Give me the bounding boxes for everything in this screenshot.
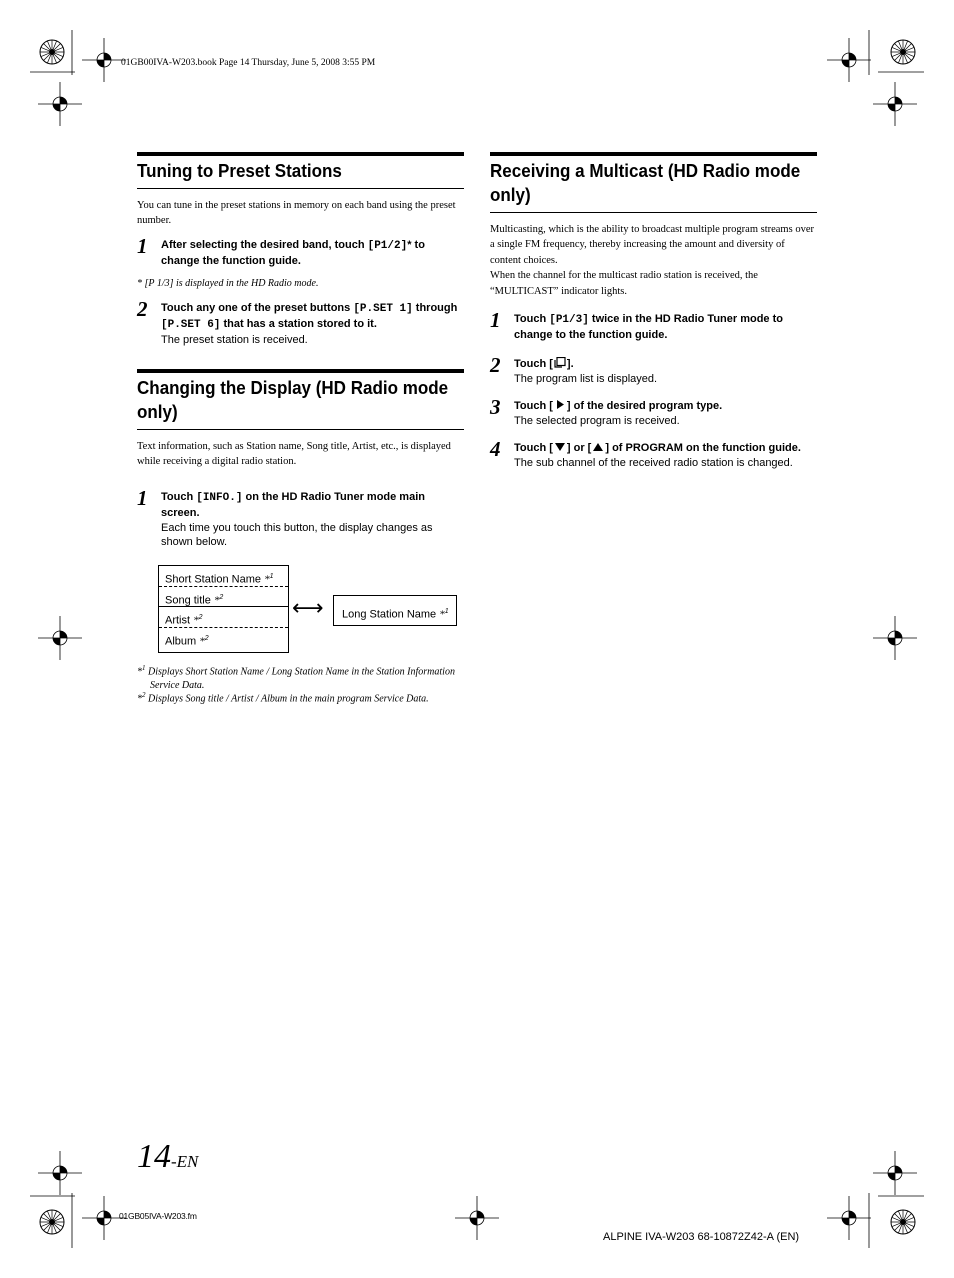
down-triangle-icon xyxy=(554,441,566,452)
registration-mark-icon xyxy=(82,38,126,82)
multicast-intro-2: When the channel for the multicast radio station is received, the “MULTICAST” indicator lights. xyxy=(490,270,758,297)
display-step-1: 1 Touch [INFO.] on the HD Radio Tuner mode main screen. Each time you touch this button, the display changes as shown below. xyxy=(137,490,464,549)
right-column xyxy=(490,152,817,470)
step-number: 2 xyxy=(137,296,148,321)
up-triangle-icon xyxy=(592,441,604,452)
registration-mark-icon xyxy=(455,1196,499,1240)
registration-mark-icon xyxy=(38,82,82,126)
step-number: 4 xyxy=(490,437,501,462)
registration-mark-icon xyxy=(38,1151,82,1195)
preset-intro: You can tune in the preset stations in memory on each band using the preset number. xyxy=(137,200,456,227)
registration-mark-icon xyxy=(873,1151,917,1195)
diagram-item-short-name: Short Station Name *$^1$ xyxy=(159,566,288,587)
step-number: 1 xyxy=(137,485,148,510)
registration-mark-icon xyxy=(873,82,917,126)
registration-mark-icon xyxy=(38,616,82,660)
short-info-box xyxy=(158,565,289,653)
preset-step-2: 2 Touch any one of the preset buttons [P.SET 1] through [P.SET 6] that has a station stored to it. The preset station is received. xyxy=(137,301,464,347)
preset-note: * [P 1/3] is displayed in the HD Radio mode. xyxy=(137,277,319,289)
footer-file-name: 01GB05IVA-W203.fm xyxy=(119,1211,197,1221)
long-name-box: Long Station Name *$^1$ xyxy=(333,595,457,626)
starburst-target-icon xyxy=(40,40,64,64)
registration-mark-icon xyxy=(827,38,871,82)
step-number: 2 xyxy=(490,353,501,378)
play-icon xyxy=(554,399,566,410)
starburst-target-icon xyxy=(891,40,915,64)
registration-mark-icon xyxy=(873,616,917,660)
step-number: 1 xyxy=(137,233,148,258)
registration-mark-icon xyxy=(827,1196,871,1240)
diagram-item-album: Album *$^2$ xyxy=(165,634,209,648)
preset-step-1: 1 After selecting the desired band, touch [P1/2]* to change the function guide. xyxy=(137,233,425,267)
display-intro: Text information, such as Station name, Song title, Artist, etc., is displayed while receiving a digital radio station. xyxy=(137,440,451,468)
section-title-display: Changing the Display (HD Radio mode only) xyxy=(137,369,464,430)
footnote-1: *$^1$ Displays Short Station Name / Long Station Name in the Station Information Service Data. xyxy=(137,664,455,692)
multicast-step-3: 3 Touch [ ] of the desired program type. The selected program is received. xyxy=(490,399,817,428)
multicast-step-1: 1 Touch [P1/3] twice in the HD Radio Tuner mode to change to the function guide. xyxy=(490,308,783,342)
section-title-multicast: Receiving a Multicast (HD Radio mode only) xyxy=(490,152,817,213)
step-number: 3 xyxy=(490,395,501,420)
step-description: Each time you touch this button, the display changes as shown below. xyxy=(161,521,433,548)
double-arrow-icon: ⟷ xyxy=(292,596,324,621)
list-icon xyxy=(554,357,566,368)
section-title-preset: Tuning to Preset Stations xyxy=(137,152,464,189)
multicast-step-4: 4 Touch [ ] or [ ] of PROGRAM on the function guide. The sub channel of the received radio station is changed. xyxy=(490,441,817,470)
book-file-info: 01GB00IVA-W203.book Page 14 Thursday, June 5, 2008 3:55 PM xyxy=(121,58,376,68)
step-description: The selected program is received. xyxy=(514,415,680,428)
diagram-item-song-title: Song title *$^2$ xyxy=(159,587,288,608)
multicast-step-2: 2 Touch [ ]. The program list is displayed. xyxy=(490,357,817,386)
step-number: 1 xyxy=(490,308,501,333)
multicast-intro-1: Multicasting, which is the ability to broadcast multiple program streams over a single FM frequency, thereby increasing the amount and diversity of content choices. xyxy=(490,224,814,266)
footnote-2: *$^2$ Displays Song title / Artist / Album in the main program Service Data. xyxy=(137,691,429,705)
step-description: The preset station is received. xyxy=(161,333,308,346)
starburst-target-icon xyxy=(891,1210,915,1234)
left-column xyxy=(137,152,464,549)
step-description: The program list is displayed. xyxy=(514,373,658,386)
diagram-item-artist: Artist *$^2$ xyxy=(159,607,288,628)
footer-model-code: ALPINE IVA-W203 68-10872Z42-A (EN) xyxy=(603,1231,800,1243)
page-number: 14-EN xyxy=(137,1138,199,1175)
step-description: The sub channel of the received radio station is changed. xyxy=(514,457,793,470)
starburst-target-icon xyxy=(40,1210,64,1234)
